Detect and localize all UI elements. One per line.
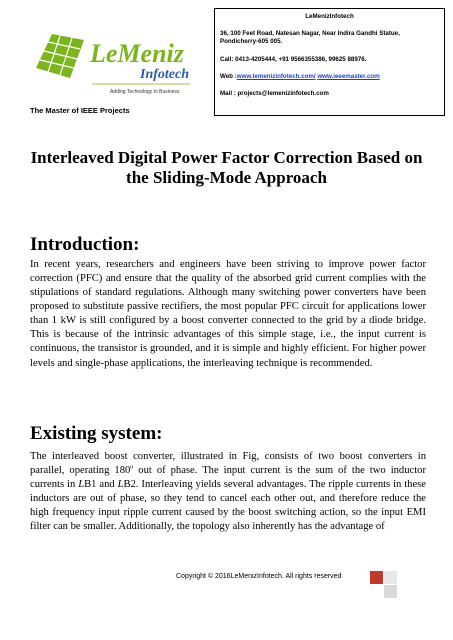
phone-numbers: Call: 0413-4205444, +91 9566355386, 99625 88976.	[220, 55, 367, 63]
logo-slogan: Adding Technology to Business	[110, 89, 180, 95]
logo-sub-text: Infotech	[140, 67, 189, 82]
web-links: Web :www.lemenizinfotech.com/ www.ieeemaster.com	[220, 73, 380, 81]
existing-system-heading: Existing system:	[30, 423, 163, 444]
footer-red-square	[370, 571, 383, 584]
tagline: The Master of IEEE Projects	[30, 106, 130, 115]
introduction-heading: Introduction:	[30, 234, 140, 255]
solar-panel-icon	[36, 34, 84, 78]
existing-system-paragraph: The interleaved boost converter, illustrated in Fig, consists of two boost converters in parallel, operating 180$^o$ out of phase. The input current is the sum of the two inductor currents in LB1 and LB2. Interleaving yields several advantages. The ripple currents in these inductors are out of phase, so they tend to cancel each other out, and therefore reduce the high frequency input ripple current caused by the boost switching action, so the input EMI filter can be smaller. Additionally, the topology also inherently has the advantage of	[30, 451, 427, 533]
address: 36, 100 Feet Road, Natesan Nagar, Near Indira Gandhi Statue, Pondicherry-605 005.	[220, 30, 400, 46]
company-logo	[30, 28, 210, 98]
website-link-ieeemaster[interactable]: www.ieeemaster.com	[317, 73, 380, 81]
introduction-paragraph: In recent years, researchers and engineers have been striving to improve power factor correction (PFC) and ensure that the quality of the absorbed grid current complies with the stipulations of standard regulations. Although many switching power converters have been proposed to substitute passive rectifiers, the most popular PFC circuit for applications lower than 1 kW is still configured by a boost converter connected to the grid by a diode bridge. This is because of the intrinsic advantages of this simple stage, i.e., the input current is continuous, the transistor is grounded, and it is simple and highly efficient. For higher power levels and single-phase applications, the interleaving technique is recommended.	[30, 259, 426, 369]
contact-info-box	[214, 8, 445, 116]
footer-grey-square	[384, 571, 397, 584]
logo-main-text: LeMeniz	[90, 39, 184, 68]
footer-grey-square-lower	[384, 585, 397, 598]
copyright-footer: Copyright © 2016LeMenizInfotech. All rights reserved	[176, 573, 342, 580]
email: Mail : projects@lemenizinfotech.com	[220, 90, 329, 98]
website-link-lemeniz[interactable]: www.lemenizinfotech.com/	[236, 73, 316, 81]
company-name: LeMenizInfotech	[305, 13, 354, 20]
document-title: Interleaved Digital Power Factor Correction Based on the Sliding-Mode Approach	[30, 148, 423, 188]
